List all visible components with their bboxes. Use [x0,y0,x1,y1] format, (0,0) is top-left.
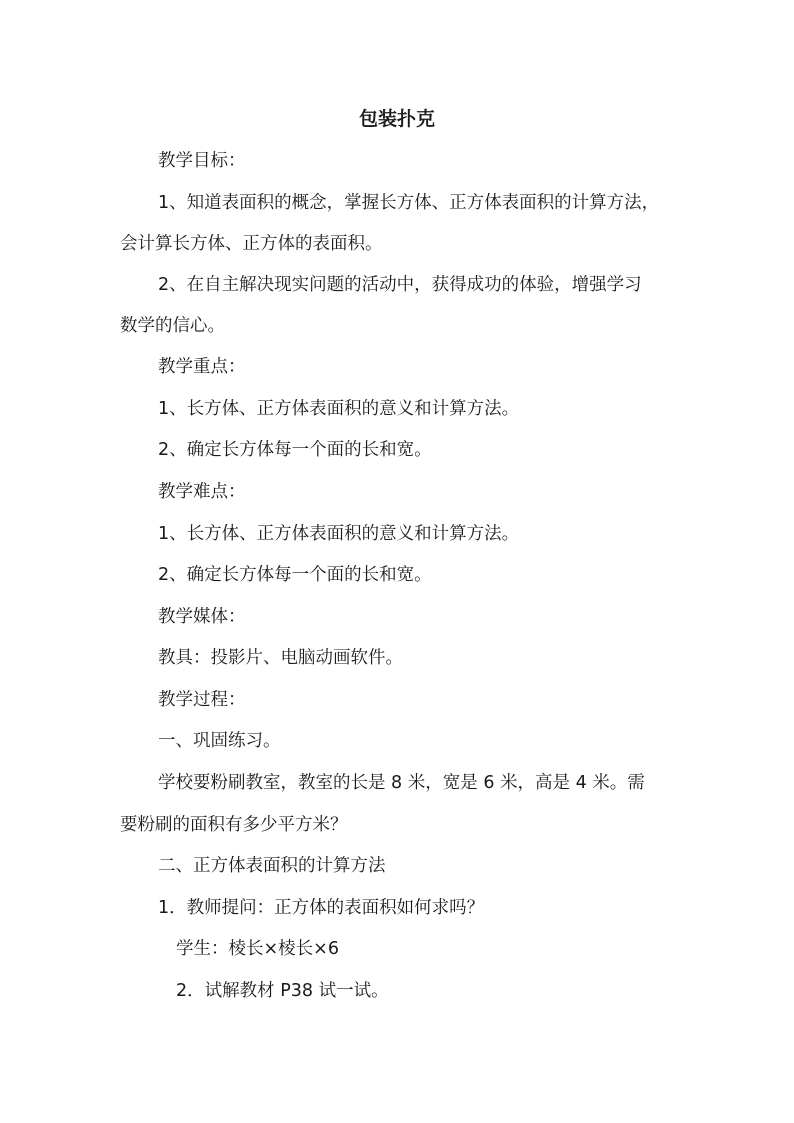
paragraph-line: 学生：棱长×棱长×6 [176,939,339,959]
paragraph-line: 数学的信心。 [120,316,225,336]
paragraph-line: 教学难点： [158,482,246,502]
document-title: 包装扑克 [358,108,435,130]
paragraph-line: 教学过程： [158,690,246,710]
paragraph-line: 1、知道表面积的概念，掌握长方体、正方体表面积的计算方法， [158,193,660,213]
paragraph-line: 要粉刷的面积有多少平方米？ [120,815,348,835]
paragraph-line: 2、确定长方体每一个面的长和宽。 [158,565,432,585]
paragraph-line: 2．试解教材 P38 试一试。 [176,981,389,1001]
paragraph-line: 教学重点： [158,357,246,377]
paragraph-line: 1．教师提问：正方体的表面积如何求吗？ [158,898,485,918]
paragraph-line: 2、在自主解决现实问题的活动中，获得成功的体验，增强学习 [158,275,642,295]
paragraph-line: 一、巩固练习。 [158,731,281,751]
paragraph-line: 1、长方体、正方体表面积的意义和计算方法。 [158,399,520,419]
paragraph-line: 教具：投影片、电脑动画软件。 [158,648,403,668]
paragraph-line: 教学目标： [158,151,246,171]
paragraph-line: 会计算长方体、正方体的表面积。 [120,234,383,254]
paragraph-line: 教学媒体： [158,607,246,627]
paragraph-line: 2、确定长方体每一个面的长和宽。 [158,440,432,460]
paragraph-line: 1、长方体、正方体表面积的意义和计算方法。 [158,524,520,544]
paragraph-line: 二、正方体表面积的计算方法 [158,856,386,876]
paragraph-line: 学校要粉刷教室，教室的长是 8 米，宽是 6 米，高是 4 米。需 [158,773,645,793]
